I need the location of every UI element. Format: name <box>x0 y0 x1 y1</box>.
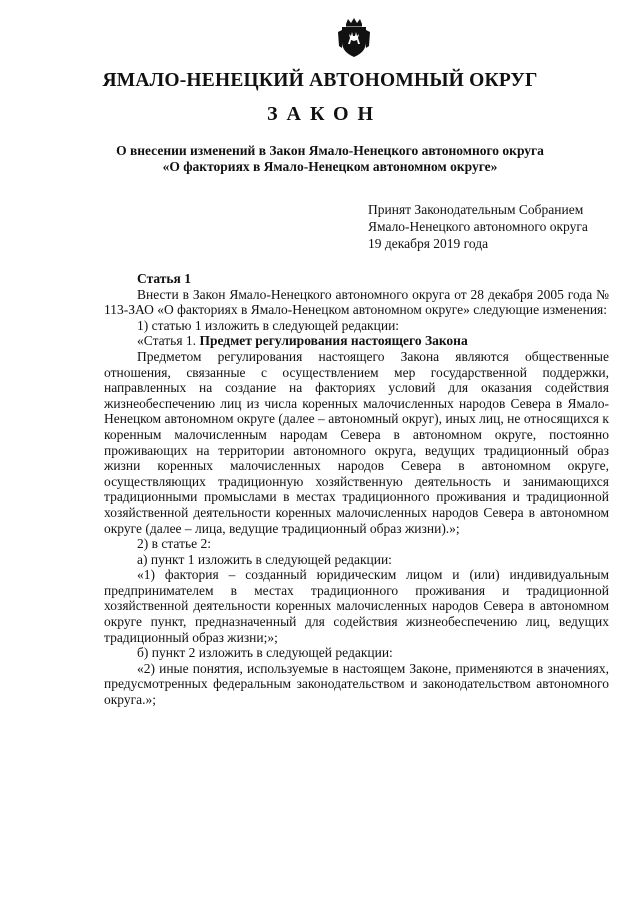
quoted-article-title: Предмет регулирования настоящего Закона <box>199 333 468 349</box>
adoption-line-2: Ямало-Ненецкого автономного округа <box>368 219 588 234</box>
yamal-nenets-coat-of-arms-icon <box>337 18 371 58</box>
amendment-item-1: 1) статью 1 изложить в следующей редакции: <box>137 317 400 333</box>
adoption-date: 19 декабря 2019 года <box>368 236 489 251</box>
law-title-line-2: «О факториях в Ямало-Ненецком автономном округе» <box>162 159 498 174</box>
adoption-block <box>368 201 628 252</box>
quoted-article-text: Предметом регулирования настоящего Закона являются общественные отношения, связанные с осуществлением мер государственной поддержки, направленных на создание на факториях условий для оказания содействия жизнеобеспечению лиц из числа коренных малочисленных народов Севера в Ямало-Ненецком автономном округе (далее – автономный округ), иных лиц, не относящихся к коренным малочисленным народам Севера в автономном округе, постоянно проживающих на территории автономного округа, ведущих традиционный образ жизни коренных малочисленных народов Севера в автономном округе, осуществляющих традиционную хозяйственную деятельность и занимающихся традиционными промыслами в местах традиционного проживания и традиционной хозяйственной деятельности коренных малочисленных народов Севера в автономном округе (далее – лица, ведущие традиционный образ жизни).»; <box>104 348 609 536</box>
document-type: ЗАКОН <box>266 103 383 125</box>
amendment-item-2a: а) пункт 1 изложить в следующей редакции: <box>137 551 392 567</box>
article-1 <box>104 271 609 708</box>
amendment-item-2b-text: «2) иные понятия, используемые в настоящем Законе, применяются в значениях, предусмотренных федеральным законодательством и законодательством автономного округа.»; <box>104 660 609 708</box>
quoted-article-heading <box>104 333 609 349</box>
region-title: ЯМАЛО-НЕНЕЦКИЙ АВТОНОМНЫЙ ОКРУГ <box>102 70 538 91</box>
quoted-article-prefix: «Статья 1. <box>137 333 200 349</box>
amendment-item-2b: б) пункт 2 изложить в следующей редакции: <box>137 645 393 661</box>
amendment-item-2: 2) в статье 2: <box>137 536 211 552</box>
adoption-line-1: Принят Законодательным Собранием <box>368 202 584 217</box>
article-heading: Статья 1 <box>137 271 191 286</box>
law-title <box>60 143 600 175</box>
law-title-line-1: О внесении изменений в Закон Ямало-Ненецкого автономного округа <box>116 143 544 158</box>
article-intro: Внести в Закон Ямало-Ненецкого автономного округа от 28 декабря 2005 года № 113-ЗАО «О факториях в Ямало-Ненецком автономном округе» следующие изменения: <box>104 286 609 318</box>
amendment-item-2a-text: «1) фактория – созданный юридическим лицом и (или) индивидуальным предпринимателем в местах традиционного проживания и традиционной хозяйственной деятельности коренных малочисленных народов Севера в автономном округе пункт, предназначенный для содействия жизнеобеспечению лиц, ведущих традиционный образ жизни;»; <box>104 567 609 645</box>
